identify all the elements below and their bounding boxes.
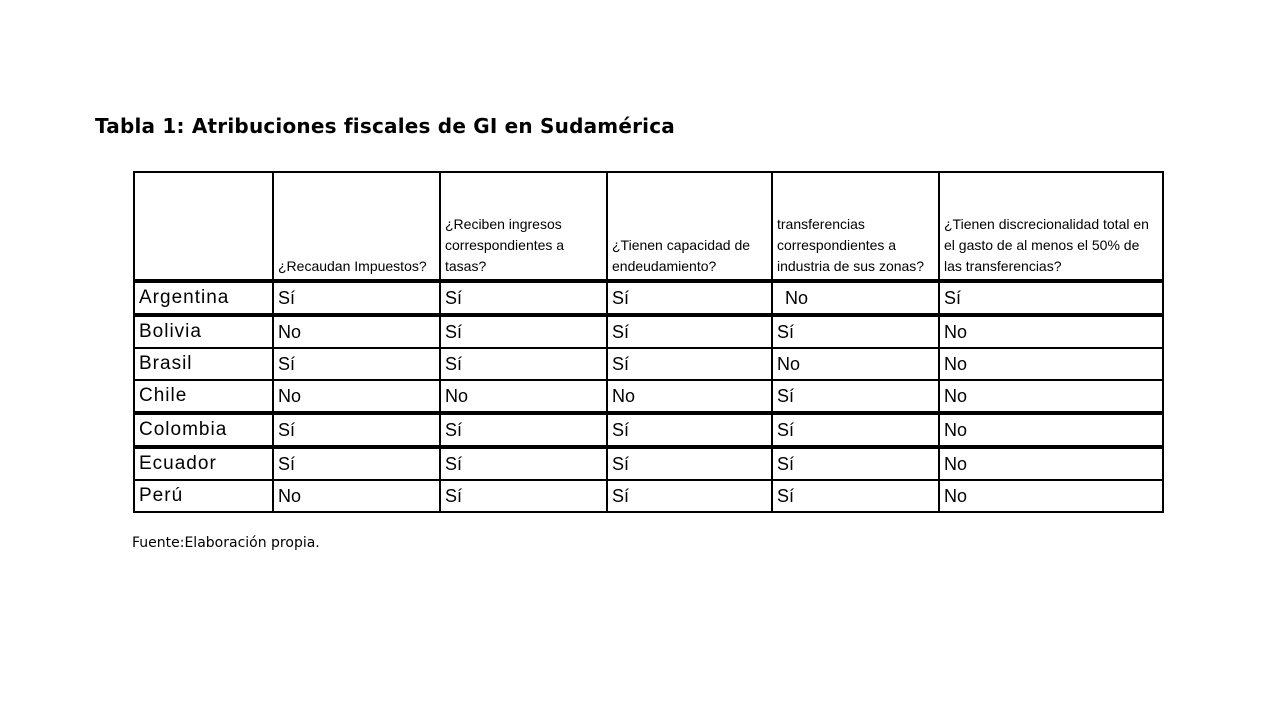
- table-cell: Sí: [440, 348, 607, 380]
- table-cell: Sí: [607, 315, 772, 348]
- table-cell: Sí: [607, 480, 772, 512]
- table-cell: Sí: [607, 348, 772, 380]
- table-cell: Sí: [607, 413, 772, 447]
- table-source-note: Fuente:Elaboración propia.: [132, 535, 320, 551]
- row-country-cell: Brasil: [134, 348, 273, 380]
- table-cell: Sí: [607, 281, 772, 315]
- table-cell: Sí: [939, 281, 1163, 315]
- table-cell: Sí: [273, 281, 440, 315]
- table-cell: Sí: [772, 380, 939, 413]
- table-row-brasil: [134, 348, 1163, 380]
- table-cell: Sí: [772, 315, 939, 348]
- table-cell: Sí: [440, 480, 607, 512]
- row-country-cell: Argentina: [134, 281, 273, 315]
- table-row-peru: [134, 480, 1163, 512]
- table-row-bolivia: [134, 315, 1163, 348]
- table-cell: No: [939, 480, 1163, 512]
- column-header-transferencias-industria: transferencias correspondientes a industria de sus zonas?: [772, 172, 939, 281]
- table-cell: No: [939, 447, 1163, 480]
- row-country-cell: Chile: [134, 380, 273, 413]
- fiscal-attributions-table: [133, 171, 1164, 513]
- table-cell: No: [772, 281, 939, 315]
- table-cell: Sí: [772, 413, 939, 447]
- column-header-country: [134, 172, 273, 281]
- table-cell: Sí: [440, 315, 607, 348]
- table-cell: Sí: [273, 447, 440, 480]
- table-row-argentina: [134, 281, 1163, 315]
- table-cell: No: [607, 380, 772, 413]
- row-country-cell: Bolivia: [134, 315, 273, 348]
- table-cell: Sí: [440, 413, 607, 447]
- table-cell: No: [939, 380, 1163, 413]
- table-cell: Sí: [440, 281, 607, 315]
- table-cell: Sí: [273, 413, 440, 447]
- table-title: Tabla 1: Atribuciones fiscales de GI en Sudamérica: [95, 114, 675, 138]
- table-cell: No: [939, 348, 1163, 380]
- table-cell: No: [440, 380, 607, 413]
- column-header-discrecionalidad-gasto: ¿Tienen discrecionalidad total en el gasto de al menos el 50% de las transferencias?: [939, 172, 1163, 281]
- table-row-chile: [134, 380, 1163, 413]
- table-row-ecuador: [134, 447, 1163, 480]
- table-cell: Sí: [772, 480, 939, 512]
- table-cell: Sí: [772, 447, 939, 480]
- column-header-recaudan-impuestos: ¿Recaudan Impuestos?: [273, 172, 440, 281]
- table-cell: No: [772, 348, 939, 380]
- table-row-colombia: [134, 413, 1163, 447]
- row-country-cell: Colombia: [134, 413, 273, 447]
- table-cell: Sí: [273, 348, 440, 380]
- table-cell: Sí: [607, 447, 772, 480]
- column-header-ingresos-tasas: ¿Reciben ingresos correspondientes a tasas?: [440, 172, 607, 281]
- table-cell: No: [273, 380, 440, 413]
- table-cell: No: [273, 315, 440, 348]
- table-header-row: [134, 172, 1163, 281]
- table-cell: No: [939, 315, 1163, 348]
- table-cell: No: [939, 413, 1163, 447]
- table-cell: Sí: [440, 447, 607, 480]
- table-cell: No: [273, 480, 440, 512]
- row-country-cell: Perú: [134, 480, 273, 512]
- row-country-cell: Ecuador: [134, 447, 273, 480]
- column-header-capacidad-endeudamiento: ¿Tienen capacidad de endeudamiento?: [607, 172, 772, 281]
